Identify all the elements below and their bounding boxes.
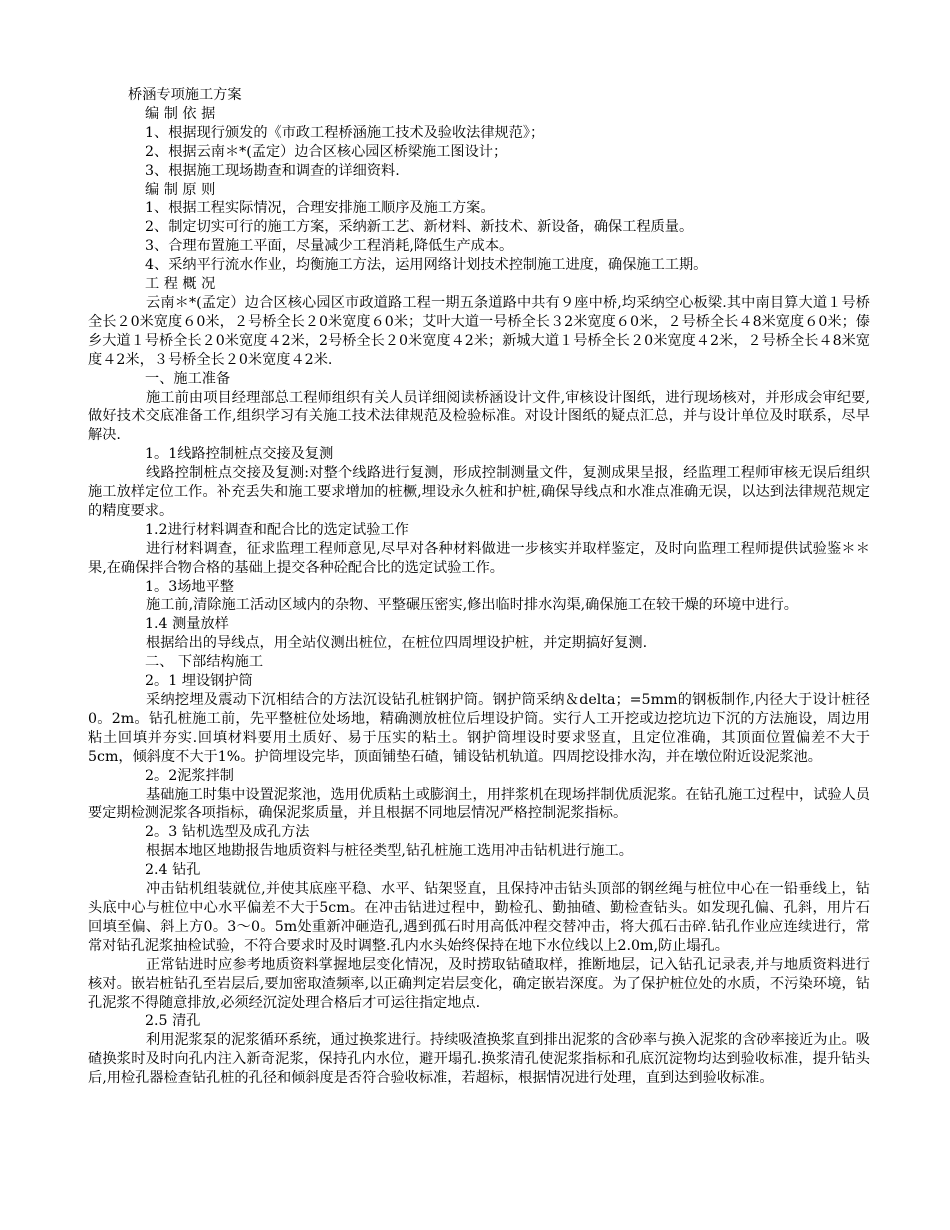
principle-item-4: 4、采纳平行流水作业，均衡施工方法，运用网络计划技术控制施工进度，确保施工工期。 [145,257,708,274]
part-heading-2-5: 2.5 清孔 [145,1013,201,1030]
section-heading-overview: 工 程 概 况 [145,276,216,293]
basis-item-2: 2、根据云南＊*(孟定）边合区核心园区桥梁施工图设计； [145,143,508,160]
paragraph-1-2: 进行材料调查，征求监理工程师意见,尽早对各种材料做进一步核实并取样鉴定，及时向监理工程师提供试验鉴＊＊果,在确保拌合物合格的基础上提交各种砼配合比的选定试验工作。 [88,540,870,576]
paragraph-1-1: 线路控制桩点交接及复测:对整个线路进行复测，形成控制测量文件，复测成果呈报，经监理工程师审核无误后组织施工放样定位工作。补充丢失和施工要求增加的桩橛,埋设永久桩和护桩,确保导线点和水准点准确无误，以达到法律规范规定的精度要求。 [88,465,870,519]
part-heading-2-1: 2。1 埋设钢护筒 [145,673,253,690]
part-heading-1-2: 1.2进行材料调查和配合比的选定试验工作 [145,521,409,538]
paragraph-2-3: 根据本地区地勘报告地质资料与桩径类型,钻孔桩施工选用冲击钻机进行施工。 [146,843,633,860]
basis-item-3: 3、根据施工现场勘查和调查的详细资料. [145,162,400,179]
section-heading-basis: 编 制 依 据 [145,105,216,122]
paragraph-2-4: 冲击钻机组装就位,并使其底座平稳、水平、钻架竖直，且保持冲击钻头顶部的钢丝绳与桩位中心在一铅垂线上，钻头底中心与桩位中心水平偏差不大于5cm。在冲击钻进过程中，勤检孔、勤抽碴、勤检查钻头。如发现孔偏、孔斜，用片石回填至偏、斜上方0。3～0。5m处重新冲砸造孔,遇到孤石时用高低冲程交替冲击，将大孤石击碎.钻孔作业应连续进行，常常对钻孔泥浆抽检试验，不符合要求时及时调整.孔内水头始终保持在地下水位线以上2.0m,防止塌孔。 [88,881,870,954]
part-heading-preparation: 一、施工准备 [145,370,231,387]
principle-item-1: 1、根据工程实际情况，合理安排施工顺序及施工方案。 [145,200,495,217]
part-heading-2-4: 2.4 钻孔 [145,862,201,879]
basis-item-1: 1、根据现行颁发的《市政工程桥涵施工技术及验收法律规范》； [145,124,545,141]
part-heading-substructure: 二、 下部结构施工 [145,654,264,671]
part-heading-2-3: 2。3 钻机选型及成孔方法 [145,824,310,841]
paragraph-2-2: 基础施工时集中设置泥浆池，选用优质粘土或膨润土，用拌浆机在现场拌制优质泥浆。在钻孔施工过程中，试验人员要定期检测泥浆各项指标，确保泥浆质量，并且根据不同地层情况严格控制泥浆指标。 [88,786,870,822]
part-heading-1-4: 1.4 测量放样 [145,616,229,633]
document-body [88,86,870,1088]
paragraph-1-4: 根据给出的导线点，用全站仪测出桩位，在桩位四周埋设护桩，并定期搞好复测. [146,635,648,652]
preparation-paragraph: 施工前由项目经理部总工程师组织有关人员详细阅读桥涵设计文件,审核设计图纸，进行现场核对，并形成会审纪要,做好技术交底准备工作,组织学习有关施工技术法律规范及检验标准。对设计图纸的疑点汇总，并与设计单位及时联系，尽早解决. [88,389,870,444]
part-heading-1-3: 1。3场地平整 [145,578,234,595]
paragraph-2-4-continued: 正常钻进时应参考地质资料掌握地层变化情况，及时捞取钻碴取样，推断地层，记入钻孔记录表,并与地质资料进行核对。嵌岩桩钻孔至岩层后,要加密取渣频率,以正确判定岩层变化，确定嵌岩深度。为了保护桩位处的水质，不污染环境，钻孔泥浆不得随意排放,必须经沉淀处理合格后才可运往指定地点. [88,956,870,1011]
part-heading-2-2: 2。2泥浆拌制 [145,767,234,784]
paragraph-2-5: 利用泥浆泵的泥浆循环系统，通过换浆进行。持续吸渣换浆直到排出泥浆的含砂率与换入泥浆的含砂率接近为止。吸碴换浆时及时向孔内注入新奇泥浆，保持孔内水位，避开塌孔.换浆清孔使泥浆指标和孔底沉淀物均达到验收标准，提升钻头后,用检孔器检查钻孔桩的孔径和倾斜度是否符合验收标准，若超标，根据情况进行处理，直到达到验收标准。 [88,1032,870,1087]
paragraph-2-1: 采纳挖埋及震动下沉相结合的方法沉设钻孔桩钢护筒。钢护筒采纳＆delta；=5mm的钢板制作,内径大于设计桩径0。2m。钻孔桩施工前，先平整桩位处场地，精确测放桩位后埋设护筒。实行人工开挖或边挖坑边下沉的方法施设，周边用粘土回填并夯实.回填材料要用土质好、易于压实的粘土。钢护筒埋设时要求竖直，且定位准确，其顶面位置偏差不大于5cm，倾斜度不大于1%。护筒埋设完毕，顶面铺垫石碴，铺设钻机轨道。四周挖设排水沟，并在墩位附近设泥浆池。 [88,692,870,765]
section-heading-principles: 编 制 原 则 [145,181,216,198]
part-heading-1-1: 1。1线路控制桩点交接及复测 [145,446,334,463]
document-title: 桥涵专项施工方案 [128,87,242,103]
overview-paragraph: 云南＊*(孟定）边合区核心园区市政道路工程一期五条道路中共有９座中桥,均采纳空心板梁.其中南目算大道１号桥全长２0米宽度６0米，２号桥全长２0米宽度６0米；艾叶大道一号桥全长３2米宽度６0米，２号桥全长４8米宽度６0米；傣乡大道１号桥全长２0米宽度４2米，2号桥全长２0米宽度４2米；新城大道１号桥全长２0米宽度４2米，２号桥全长４8米宽度４2米，３号桥全长２0米宽度４2米. [88,294,870,368]
principle-item-2: 2、制定切实可行的施工方案，采纳新工艺、新材料、新技术、新设备，确保工程质量。 [145,219,694,236]
paragraph-1-3: 施工前,清除施工活动区域内的杂物、平整碾压密实,修出临时排水沟渠,确保施工在较干燥的环境中进行。 [146,597,798,614]
principle-item-3: 3、合理布置施工平面，尽量减少工程消耗,降低生产成本。 [145,238,514,255]
